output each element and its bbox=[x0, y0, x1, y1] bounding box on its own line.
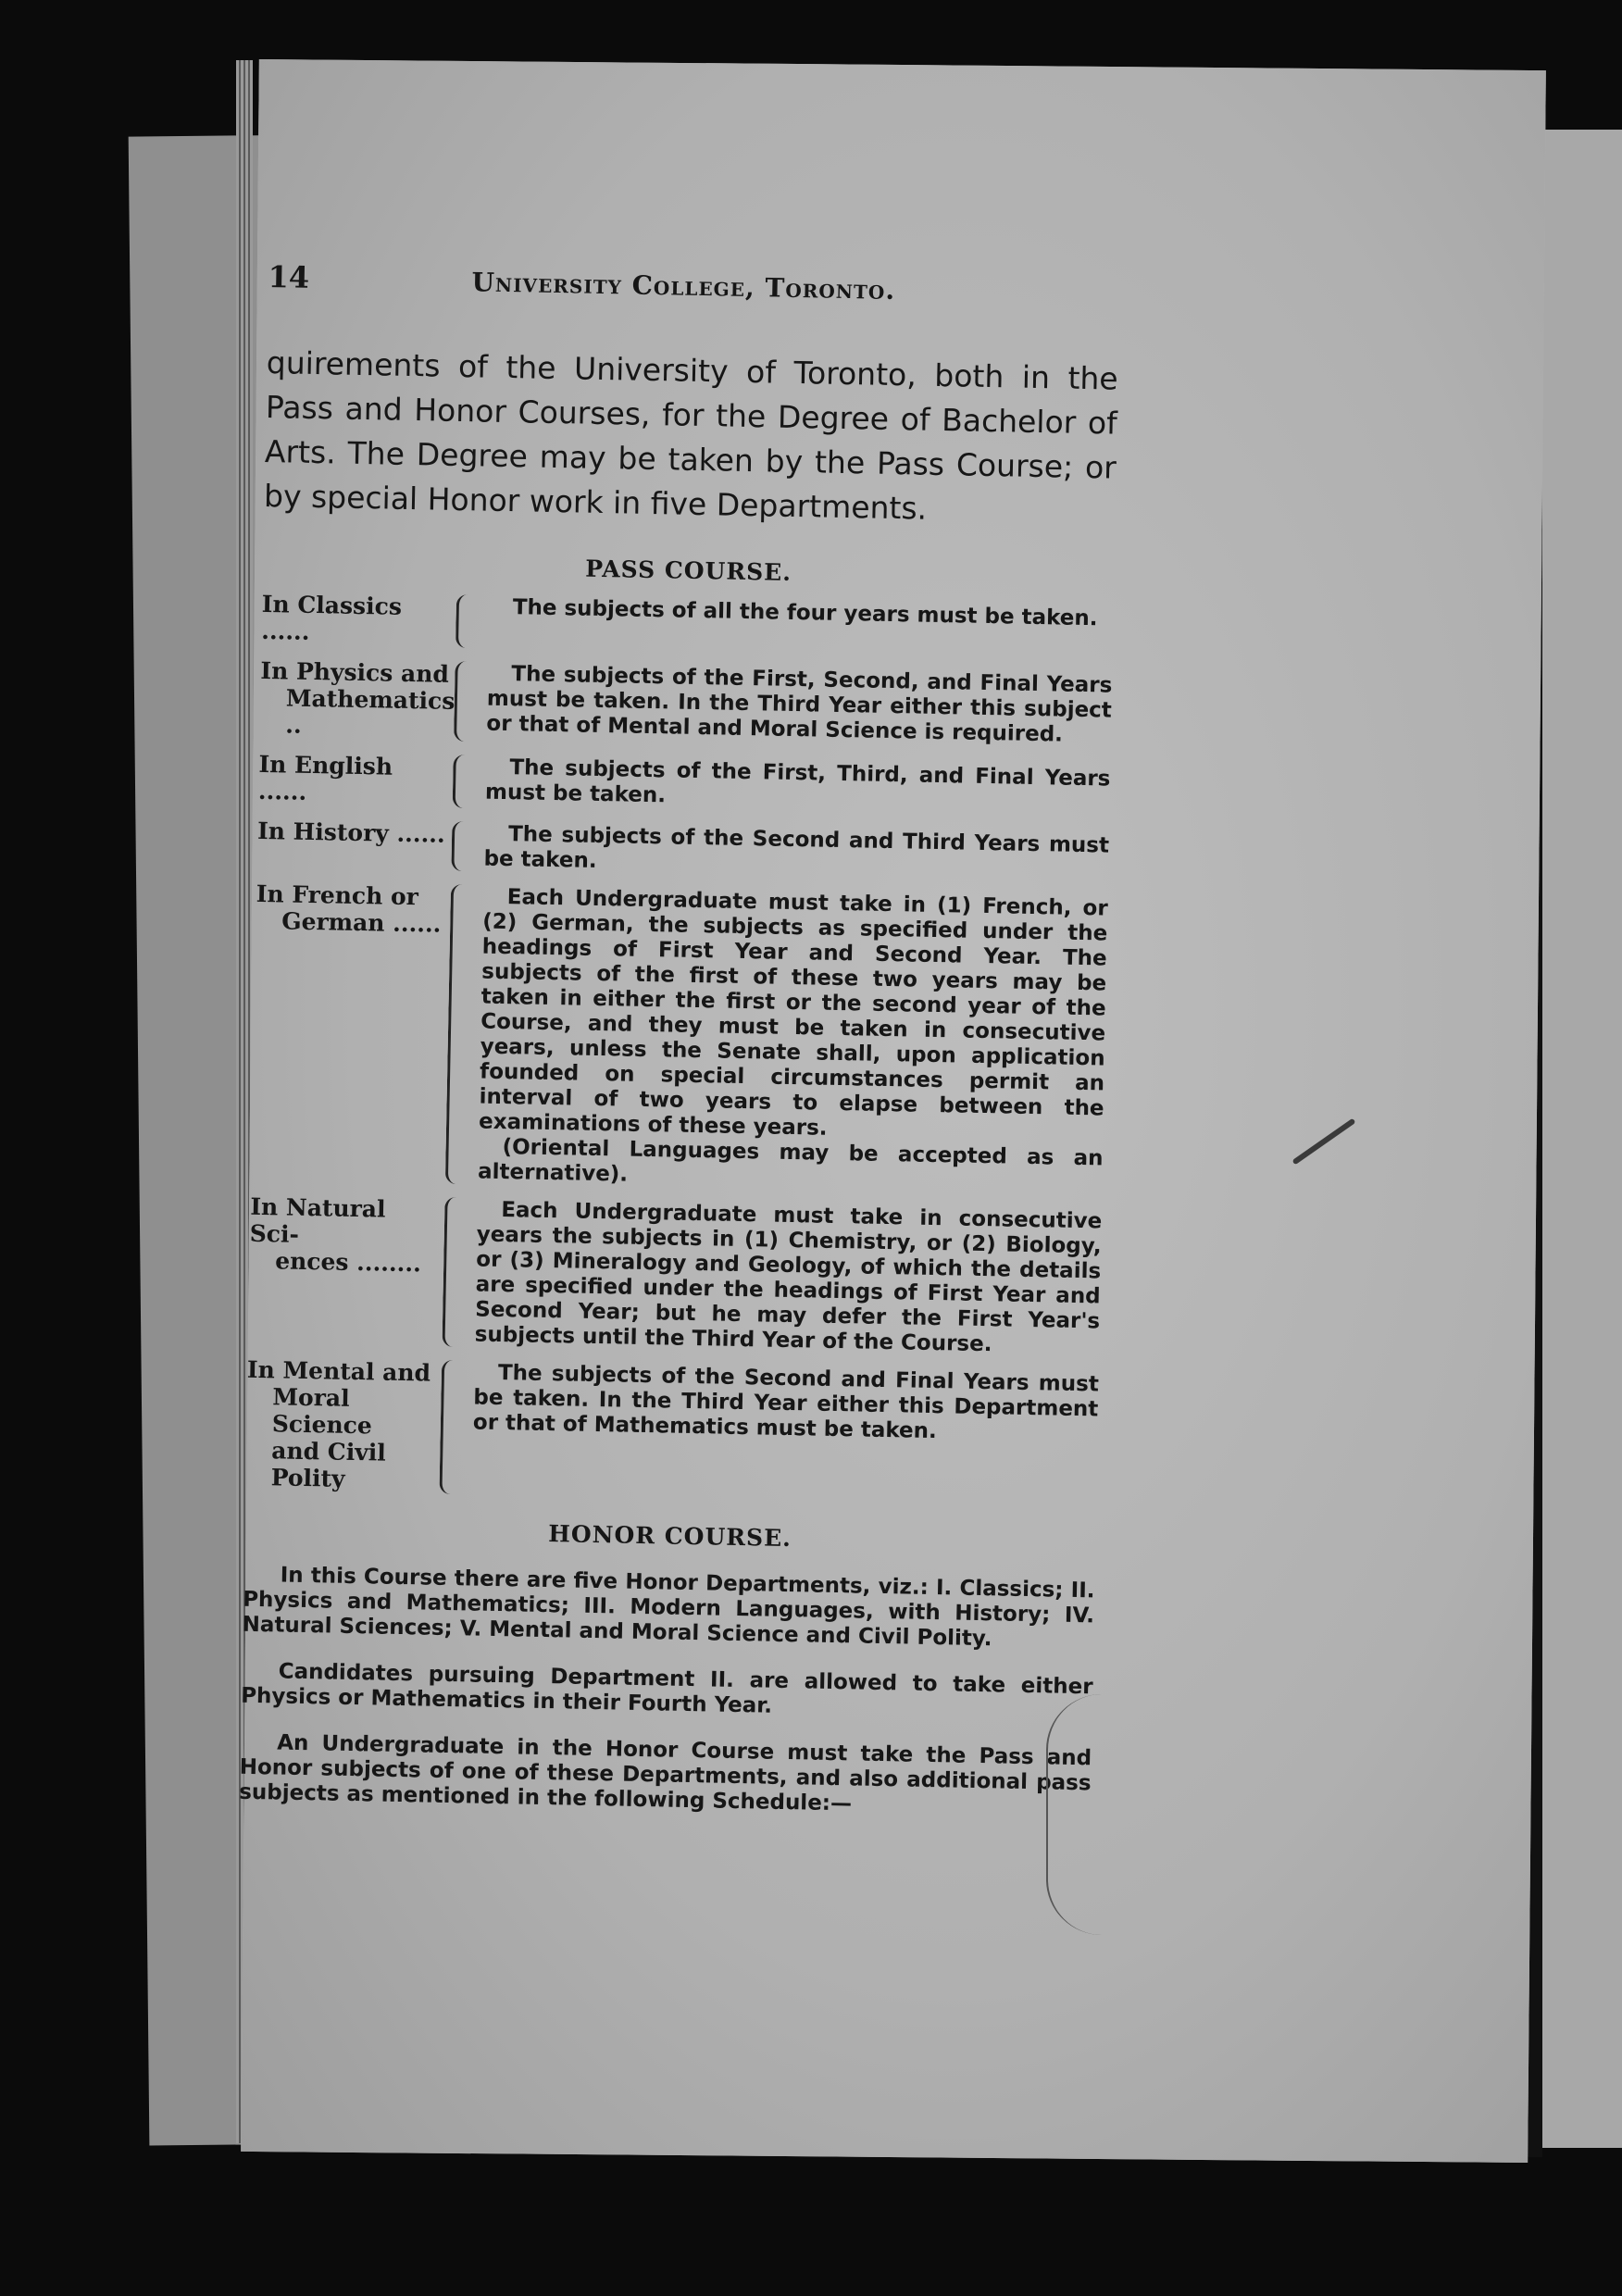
subject-row bbox=[244, 1356, 1099, 1507]
brace-icon bbox=[439, 1360, 465, 1494]
honor-paragraph: An Undergraduate in the Honor Course must take the Pass and Honor subjects of one of these Departments, and also additional pass subjects as mentioned in the following Schedule:— bbox=[238, 1730, 1092, 1816]
honor-course-text bbox=[239, 1563, 1095, 1822]
subject-requirements bbox=[474, 1198, 1102, 1360]
subject-requirements bbox=[478, 885, 1108, 1197]
subject-label-line: In English ...... bbox=[257, 750, 393, 805]
subject-requirements bbox=[485, 755, 1111, 821]
subject-label bbox=[258, 751, 454, 808]
honor-paragraph: In this Course there are five Honor Departments, viz.: I. Classics; II. Physics and Mathematics; III. Modern Languages, with History; IV. Natural Sciences; V. Mental and Moral Science and Civil Polity. bbox=[242, 1563, 1095, 1652]
subject-requirements bbox=[486, 662, 1113, 755]
subject-label bbox=[259, 657, 455, 742]
subject-requirements bbox=[483, 822, 1109, 884]
facing-page bbox=[1537, 130, 1622, 2148]
subject-label-line: German ...... bbox=[281, 907, 442, 938]
pass-course-table bbox=[244, 591, 1113, 1506]
subject-row bbox=[248, 1193, 1103, 1360]
honor-paragraph: Candidates pursuing Department II. are allowed to take either Physics or Mathematics in their Fourth Year. bbox=[240, 1659, 1093, 1718]
requirement-text: Each Undergraduate must take in consecutive years the subjects in (1) Chemistry, or (2) Biology, or (3) Mineralogy and Geology, of which the details are specified under the headings of First Year and Second Year; but he may defer the First Year's subjects until the Third Year of the Course. bbox=[474, 1198, 1103, 1357]
subject-label-line: In Mental and bbox=[246, 1355, 431, 1387]
subject-label-line: In Natural Sci- bbox=[249, 1192, 386, 1248]
subject-label-line: In Classics ...... bbox=[261, 590, 403, 645]
subject-label-line: and Civil Polity bbox=[270, 1437, 387, 1492]
subject-requirements bbox=[488, 595, 1114, 661]
subject-row bbox=[251, 880, 1108, 1197]
brace-icon bbox=[453, 755, 477, 808]
running-head: University College, Toronto. bbox=[471, 267, 896, 306]
subject-row bbox=[261, 591, 1114, 661]
brace-icon bbox=[451, 821, 475, 871]
subject-label-line: In Physics and bbox=[260, 656, 450, 688]
requirement-text: The subjects of the Second and Final Years must be taken. In the Third Year either this Department or that of Mathematics must be taken. bbox=[472, 1360, 1100, 1444]
brace-icon bbox=[455, 594, 480, 648]
subject-label-line: In History ...... bbox=[256, 817, 446, 848]
subject-label bbox=[256, 817, 452, 871]
subject-label-line: In French or bbox=[256, 880, 419, 911]
subject-label bbox=[244, 1356, 442, 1494]
subject-label bbox=[261, 591, 456, 648]
subject-requirements bbox=[471, 1360, 1099, 1506]
subject-row bbox=[256, 817, 1109, 884]
subject-label-line: Moral Science bbox=[271, 1383, 373, 1440]
subject-row bbox=[259, 657, 1113, 755]
requirement-text: The subjects of the Second and Third Years must be taken. bbox=[483, 822, 1110, 873]
page-content bbox=[239, 259, 1120, 1832]
pass-course-title: PASS COURSE. bbox=[585, 555, 792, 586]
requirement-text: The subjects of the First, Third, and Final Years must be taken. bbox=[484, 755, 1111, 808]
requirement-text: Each Undergraduate must take in (1) French, or (2) German, the subjects as specified under the headings of First Year and Second Year. The subjects of the first of these two years may be taken in either the first or the second year of the Course, and they must be taken in consecutive years, unless the Senate shall, upon application founded on special circumstances permit an interval of two years to elapse between the examinations of these years. bbox=[478, 885, 1108, 1141]
subject-label bbox=[248, 1193, 445, 1347]
subject-label-line: Mathematics .. bbox=[285, 684, 455, 739]
requirement-text: The subjects of the First, Second, and Final Years must be taken. In the Third Year either this subject or that of Mental and Moral Science is required. bbox=[486, 662, 1113, 747]
intro-paragraph: quirements of the University of Toronto, both in the Pass and Honor Courses, for the Degree of Bachelor of Arts. The Degree may be taken by the Pass Course; or by special Honor work in five Departments. bbox=[263, 343, 1119, 527]
brace-icon bbox=[454, 661, 479, 742]
pencil-curve bbox=[1046, 1694, 1104, 1935]
requirement-text: (Oriental Languages may be accepted as an alternative). bbox=[477, 1135, 1104, 1187]
honor-course-title: HONOR COURSE. bbox=[548, 1520, 792, 1553]
brace-icon bbox=[442, 1197, 468, 1347]
subject-label bbox=[251, 880, 451, 1184]
page-number: 14 bbox=[268, 259, 310, 295]
brace-icon bbox=[445, 884, 474, 1184]
requirement-text: The subjects of all the four years must be taken. bbox=[512, 595, 1098, 631]
subject-row bbox=[258, 751, 1111, 821]
subject-label-line: ences ........ bbox=[274, 1247, 422, 1278]
